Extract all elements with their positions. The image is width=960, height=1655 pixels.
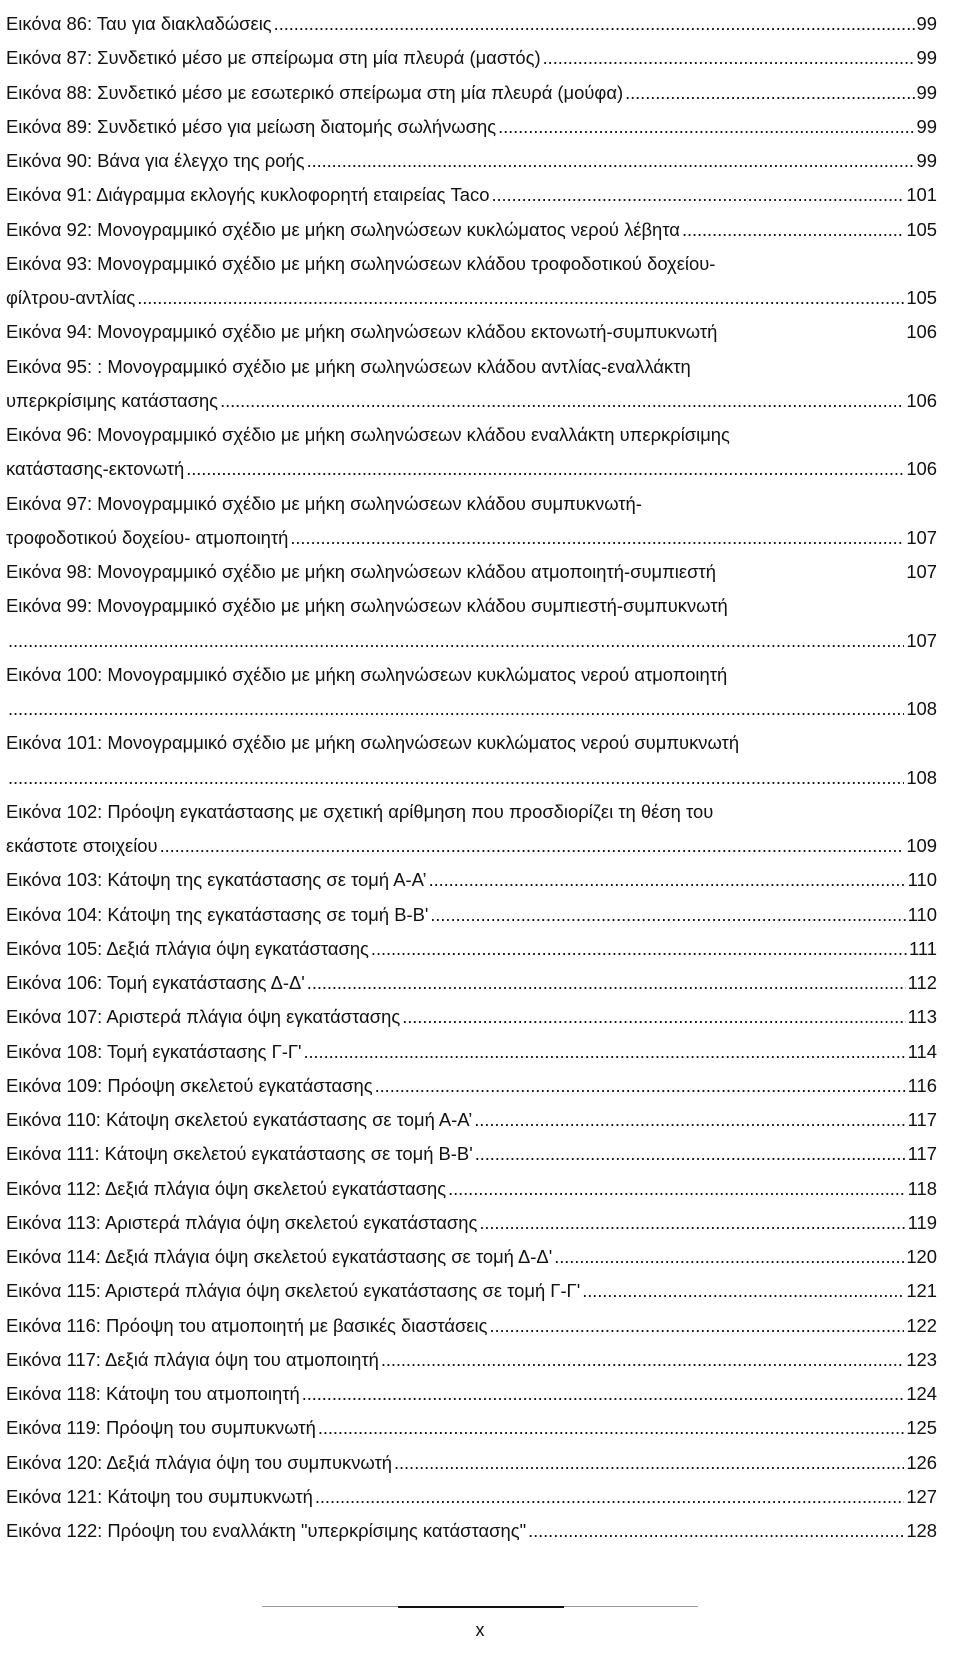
toc-entry-caption: Εικόνα 122: Πρόοψη του εναλλάκτη "υπερκρίσιμης κατάστασης": [6, 1520, 527, 1541]
toc-entry-line: [6, 247, 937, 281]
toc-entry-caption: Εικόνα 110: Κάτοψη σκελετού εγκατάστασης σε τομή Α-Α’: [6, 1109, 473, 1130]
toc-entry-caption: Εικόνα 97: Μονογραμμικό σχέδιο με μήκη σωληνώσεων κλάδου συμπυκνωτή-: [6, 492, 642, 514]
toc-entry-page-number: 99: [916, 150, 937, 171]
toc-entry-line: [6, 1172, 937, 1206]
toc-entry[interactable]: [6, 1274, 937, 1308]
toc-entry[interactable]: [6, 7, 937, 41]
toc-entry-page-number: 128: [906, 1520, 937, 1541]
toc-entry[interactable]: [6, 1069, 937, 1103]
toc-entry-caption: Εικόνα 103: Κάτοψη της εγκατάστασης σε τομή Α-Α’: [6, 869, 427, 891]
dot-leader: [290, 521, 904, 555]
toc-entry-line: [6, 863, 937, 897]
toc-entry-caption: Εικόνα 94: Μονογραμμικό σχέδιο με μήκη σωληνώσεων κλάδου εκτονωτή-συμπυκνωτή: [6, 321, 718, 343]
dot-leader: [375, 1069, 906, 1103]
toc-entry-line: [6, 110, 937, 144]
toc-entry-line: [6, 213, 937, 247]
toc-entry-line: [6, 1377, 937, 1411]
toc-entry-caption: Εικόνα 117: Δεξιά πλάγια όψη του ατμοποιητή: [6, 1348, 379, 1370]
toc-entry-caption: Εικόνα 104: Κάτοψη της εγκατάστασης σε τομή Β-Β': [6, 903, 429, 925]
toc-entry-line: [6, 76, 937, 110]
toc-entry-page-number: 99: [916, 47, 937, 69]
toc-entry-caption: Εικόνα 102: Πρόοψη εγκατάστασης με σχετική αρίθμηση που προσδιορίζει τη θέση του: [6, 800, 714, 822]
toc-entry-line: [6, 521, 937, 555]
toc-entry-caption: Εικόνα 101: Μονογραμμικό σχέδιο με μήκη σωληνώσεων κυκλώματος νερού συμπυκνωτή: [6, 732, 740, 754]
toc-entry-line: [6, 1274, 937, 1308]
toc-entry-page-number: 108: [906, 766, 937, 788]
dot-leader: [8, 761, 904, 795]
toc-entry[interactable]: [6, 555, 937, 589]
dot-leader: [302, 1377, 905, 1411]
toc-entry-caption: Εικόνα 118: Κάτοψη του ατμοποιητή: [6, 1383, 300, 1404]
toc-entry-line: [6, 898, 937, 932]
toc-entry-caption: Εικόνα 87: Συνδετικό μέσο με σπείρωμα στη μία πλευρά (μαστός): [6, 47, 541, 69]
toc-entry-caption: Εικόνα 99: Μονογραμμικό σχέδιο με μήκη σωληνώσεων κλάδου συμπιεστή-συμπυκνωτή: [6, 595, 728, 617]
dot-leader: [220, 384, 904, 418]
toc-entry-page-number: 106: [906, 321, 937, 343]
toc-entry-caption: Εικόνα 86: Ταυ για διακλαδώσεις: [6, 13, 272, 34]
toc-entry-page-number: 99: [916, 81, 937, 103]
dot-leader: [381, 1343, 904, 1377]
toc-entry-line: [6, 624, 937, 658]
dot-leader: [429, 863, 906, 897]
dot-leader: [394, 1446, 904, 1480]
toc-entry-caption: Εικόνα 105: Δεξιά πλάγια όψη εγκατάστασης: [6, 937, 369, 959]
toc-entry-line: [6, 795, 937, 829]
toc-entry-line: [6, 966, 937, 1000]
toc-entry-caption: Εικόνα 109: Πρόοψη σκελετού εγκατάστασης: [6, 1074, 373, 1096]
toc-entry-page-number: 106: [906, 458, 937, 480]
toc-entry-caption: Εικόνα 107: Αριστερά πλάγια όψη εγκατάστασης: [6, 1006, 401, 1028]
list-of-figures: [6, 7, 937, 1548]
toc-entry[interactable]: [6, 1103, 937, 1137]
toc-entry-page-number: 107: [906, 526, 937, 548]
toc-entry-page-number: 101: [906, 184, 937, 206]
toc-entry-caption: Εικόνα 96: Μονογραμμικό σχέδιο με μήκη σωληνώσεων κλάδου εναλλάκτη υπερκρίσιμης: [6, 424, 730, 445]
toc-entry-line: [6, 144, 937, 178]
toc-entry-line: [6, 350, 937, 384]
toc-entry-page-number: 111: [909, 937, 937, 959]
toc-entry-caption: Εικόνα 92: Μονογραμμικό σχέδιο με μήκη σωληνώσεων κυκλώματος νερού λέβητα: [6, 218, 680, 240]
toc-entry-line: [6, 1000, 937, 1034]
toc-entry-caption: Εικόνα 90: Βάνα για έλεγχο της ροής: [6, 150, 305, 171]
toc-entry[interactable]: [6, 863, 937, 897]
toc-entry-caption: Εικόνα 106: Τομή εγκατάστασης Δ-Δ': [6, 972, 305, 993]
toc-entry-caption: Εικόνα 115: Αριστερά πλάγια όψη σκελετού εγκατάστασης σε τομή Γ-Γ': [6, 1280, 581, 1302]
dot-leader: [315, 1480, 904, 1514]
toc-entry-line: [6, 1446, 937, 1480]
dot-leader: [402, 1000, 905, 1034]
toc-entry-caption: Εικόνα 100: Μονογραμμικό σχέδιο με μήκη σωληνώσεων κυκλώματος νερού ατμοποιητή: [6, 663, 728, 685]
page-number: x: [475, 1620, 485, 1640]
toc-entry[interactable]: [6, 966, 937, 1000]
toc-entry-caption: Εικόνα 120: Δεξιά πλάγια όψη του συμπυκνωτή: [6, 1451, 392, 1473]
toc-entry[interactable]: [6, 144, 937, 178]
dot-leader: [8, 624, 904, 658]
dot-leader: [489, 1309, 904, 1343]
toc-entry-page-number: 121: [906, 1280, 937, 1302]
toc-entry[interactable]: [6, 1206, 937, 1240]
toc-entry-line: [6, 726, 937, 760]
dot-leader: [137, 281, 904, 315]
toc-entry-caption: Εικόνα 91: Διάγραμμα εκλογής κυκλοφορητή εταιρείας Taco: [6, 184, 490, 206]
toc-entry-line: [6, 281, 937, 315]
toc-entry-page-number: 116: [907, 1074, 937, 1096]
toc-entry[interactable]: [6, 1137, 937, 1171]
dot-leader: [186, 452, 904, 486]
toc-entry[interactable]: [6, 1343, 937, 1377]
toc-entry-line: [6, 418, 937, 452]
dot-leader: [625, 76, 914, 110]
toc-entry-page-number: 107: [906, 561, 937, 582]
toc-entry-line: [6, 384, 937, 418]
toc-entry[interactable]: [6, 726, 937, 795]
toc-entry-caption: Εικόνα 111: Κάτοψη σκελετού εγκατάστασης σε τομή Β-Β': [6, 1143, 473, 1165]
toc-entry-line: [6, 7, 937, 41]
toc-entry[interactable]: [6, 76, 937, 110]
toc-entry-caption: τροφοδοτικού δοχείου- ατμοποιητή: [6, 526, 289, 548]
dot-leader: [371, 932, 907, 966]
dot-leader: [304, 1035, 906, 1069]
toc-entry-page-number: 105: [906, 287, 937, 308]
toc-entry-line: [6, 1103, 937, 1137]
toc-entry[interactable]: [6, 1035, 937, 1069]
toc-entry-caption: κατάστασης-εκτονωτή: [6, 458, 185, 480]
toc-entry-line: [6, 932, 937, 966]
toc-entry[interactable]: [6, 110, 937, 144]
toc-entry-line: [6, 658, 937, 692]
toc-entry-line: [6, 315, 937, 349]
toc-entry[interactable]: [6, 247, 937, 316]
dot-leader: [554, 1240, 904, 1274]
toc-entry[interactable]: [6, 1000, 937, 1034]
toc-entry-page-number: 99: [916, 115, 937, 137]
toc-entry-page-number: 120: [906, 1246, 937, 1267]
dot-leader: [430, 898, 905, 932]
dot-leader: [582, 1274, 904, 1308]
toc-entry[interactable]: [6, 1377, 937, 1411]
toc-entry-page-number: 109: [906, 835, 937, 856]
toc-entry-caption: Εικόνα 89: Συνδετικό μέσο για μείωση διατομής σωλήνωσης: [6, 115, 497, 137]
dot-leader: [448, 1172, 906, 1206]
toc-entry-page-number: 113: [907, 1006, 937, 1028]
toc-entry-caption: εκάστοτε στοιχείου: [6, 835, 158, 856]
toc-entry-caption: Εικόνα 112: Δεξιά πλάγια όψη σκελετού εγκατάστασης: [6, 1177, 447, 1199]
toc-entry[interactable]: [6, 1240, 937, 1274]
toc-entry-page-number: 124: [906, 1383, 937, 1404]
toc-entry-page-number: 117: [907, 1109, 937, 1130]
toc-entry[interactable]: [6, 418, 937, 487]
toc-entry-page-number: 123: [906, 1348, 937, 1370]
toc-entry-line: [6, 555, 937, 589]
toc-entry-page-number: 122: [906, 1314, 937, 1336]
toc-entry-line: [6, 692, 937, 726]
toc-entry-line: [6, 41, 937, 75]
toc-entry[interactable]: [6, 898, 937, 932]
toc-entry[interactable]: [6, 350, 937, 419]
toc-entry-page-number: 119: [907, 1211, 937, 1233]
toc-entry[interactable]: [6, 1309, 937, 1343]
toc-entry-line: [6, 1206, 937, 1240]
toc-entry-line: [6, 1069, 937, 1103]
toc-entry-line: [6, 1343, 937, 1377]
toc-entry-line: [6, 178, 937, 212]
toc-entry[interactable]: [6, 487, 937, 556]
toc-entry-page-number: 127: [906, 1485, 937, 1507]
toc-entry-page-number: 114: [907, 1040, 937, 1062]
toc-entry[interactable]: [6, 213, 937, 247]
dot-leader: [498, 110, 914, 144]
toc-entry-caption: Εικόνα 116: Πρόοψη του ατμοποιητή με βασικές διαστάσεις: [6, 1314, 488, 1336]
dot-leader: [318, 1411, 905, 1445]
toc-entry[interactable]: [6, 589, 937, 658]
dot-leader: [474, 1103, 905, 1137]
toc-entry-line: [6, 1411, 937, 1445]
toc-entry-page-number: 110: [907, 903, 937, 925]
toc-entry-caption: Εικόνα 98: Μονογραμμικό σχέδιο με μήκη σωληνώσεων κλάδου ατμοποιητή-συμπιεστή: [6, 561, 716, 582]
toc-entry[interactable]: [6, 795, 937, 864]
toc-entry-page-number: 110: [907, 869, 937, 891]
toc-entry-caption: φίλτρου-αντλίας: [6, 287, 136, 308]
toc-entry-caption: Εικόνα 88: Συνδετικό μέσο με εσωτερικό σπείρωμα στη μία πλευρά (μούφα): [6, 81, 624, 103]
toc-entry-page-number: 112: [907, 972, 937, 993]
toc-entry-page-number: 118: [907, 1177, 937, 1199]
toc-entry-caption: υπερκρίσιμης κατάστασης: [6, 389, 219, 411]
dot-leader: [8, 692, 904, 726]
toc-entry-line: [6, 487, 937, 521]
toc-entry-page-number: 99: [916, 13, 937, 34]
footer-rule-accent: [398, 1606, 564, 1608]
toc-entry-page-number: 108: [906, 698, 937, 719]
dot-leader: [528, 1514, 904, 1548]
toc-entry-line: [6, 1480, 937, 1514]
toc-entry-page-number: 117: [907, 1143, 937, 1165]
toc-entry-line: [6, 1240, 937, 1274]
toc-entry-line: [6, 1035, 937, 1069]
dot-leader: [491, 178, 904, 212]
toc-entry-line: [6, 829, 937, 863]
toc-entry[interactable]: [6, 1480, 937, 1514]
page-footer: [0, 1606, 960, 1655]
toc-entry-page-number: 107: [906, 629, 937, 651]
toc-entry[interactable]: [6, 1514, 937, 1548]
toc-entry-caption: Εικόνα 114: Δεξιά πλάγια όψη σκελετού εγκατάστασης σε τομή Δ-Δ': [6, 1246, 553, 1267]
toc-entry-caption: Εικόνα 108: Τομή εγκατάστασης Γ-Γ': [6, 1040, 302, 1062]
toc-entry-caption: Εικόνα 95: : Μονογραμμικό σχέδιο με μήκη σωληνώσεων κλάδου αντλίας-εναλλάκτη: [6, 355, 691, 377]
dot-leader: [307, 966, 906, 1000]
dot-leader: [543, 41, 915, 75]
toc-entry[interactable]: [6, 315, 937, 349]
toc-entry-line: [6, 761, 937, 795]
toc-entry-page-number: 125: [906, 1417, 937, 1439]
toc-entry-caption: Εικόνα 119: Πρόοψη του συμπυκνωτή: [6, 1417, 316, 1439]
toc-entry-caption: Εικόνα 121: Κάτοψη του συμπυκνωτή: [6, 1485, 313, 1507]
dot-leader: [160, 829, 905, 863]
toc-entry-line: [6, 452, 937, 486]
toc-entry-page-number: 106: [906, 389, 937, 411]
toc-entry-caption: Εικόνα 93: Μονογραμμικό σχέδιο με μήκη σωληνώσεων κλάδου τροφοδοτικού δοχείου-: [6, 252, 716, 274]
toc-entry-caption: Εικόνα 113: Αριστερά πλάγια όψη σκελετού εγκατάστασης: [6, 1211, 478, 1233]
toc-entry-line: [6, 1514, 937, 1548]
toc-entry-page-number: 105: [906, 218, 937, 240]
toc-entry-line: [6, 589, 937, 623]
toc-entry[interactable]: [6, 1446, 937, 1480]
dot-leader: [307, 144, 915, 178]
toc-entry[interactable]: [6, 41, 937, 75]
dot-leader: [479, 1206, 905, 1240]
toc-entry[interactable]: [6, 658, 937, 727]
dot-leader: [682, 213, 904, 247]
toc-entry[interactable]: [6, 932, 937, 966]
dot-leader: [475, 1137, 906, 1171]
dot-leader: [274, 7, 915, 41]
toc-entry-line: [6, 1137, 937, 1171]
toc-entry[interactable]: [6, 1172, 937, 1206]
toc-entry[interactable]: [6, 1411, 937, 1445]
toc-entry-page-number: 126: [906, 1451, 937, 1473]
toc-entry-line: [6, 1309, 937, 1343]
toc-entry[interactable]: [6, 178, 937, 212]
